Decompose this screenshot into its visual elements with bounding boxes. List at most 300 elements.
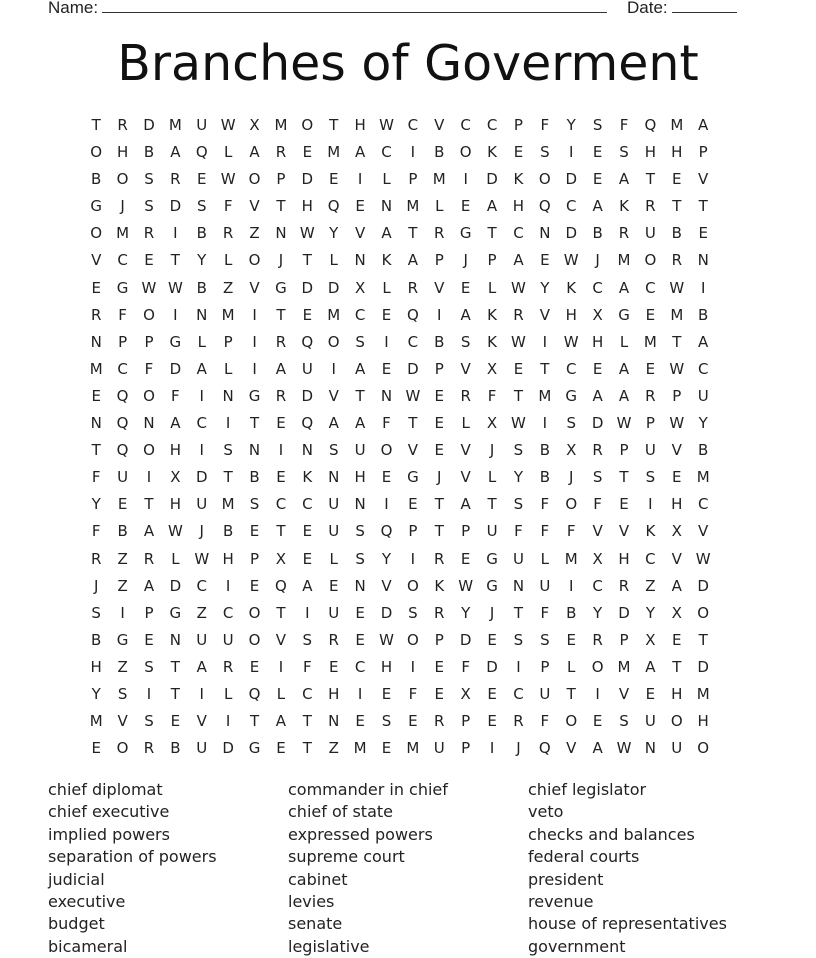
grid-letter: O (143, 386, 155, 405)
grid-letter: F (566, 522, 576, 541)
grid-letter: W (695, 549, 711, 568)
grid-letter: Q (275, 576, 287, 595)
grid-letter: A (592, 386, 603, 405)
grid-letter: K (381, 251, 392, 270)
grid-letter: V (671, 549, 682, 568)
grid-letter: D (486, 657, 498, 676)
grid-letter: L (567, 657, 576, 676)
grid-row (83, 356, 716, 383)
grid-letter: R (434, 712, 445, 731)
grid-letter: T (408, 224, 418, 243)
grid-letter: P (408, 170, 418, 189)
grid-letter: F (144, 359, 154, 378)
grid-letter: K (302, 468, 313, 487)
grid-letter: E (355, 712, 365, 731)
grid-letter: E (355, 197, 365, 216)
grid-letter: D (143, 116, 155, 134)
grid-letter: R (618, 224, 630, 243)
grid-letter: Q (116, 386, 129, 405)
grid-letter: Q (327, 197, 340, 216)
grid-letter: T (566, 684, 576, 703)
grid-letter: S (144, 170, 154, 189)
grid-letter: C (275, 495, 287, 514)
grid-letter: Y (91, 495, 101, 514)
grid-letter: D (565, 224, 577, 243)
grid-letter: I (252, 359, 257, 378)
grid-letter: D (327, 278, 340, 297)
grid-letter: V (354, 224, 366, 243)
grid-letter: G (565, 386, 578, 405)
grid-letter: Z (117, 576, 128, 595)
grid-letter: J (93, 576, 99, 595)
grid-letter: Q (538, 739, 551, 758)
grid-letter: B (566, 603, 577, 622)
grid-letter: T (540, 359, 550, 378)
date-field[interactable] (627, 0, 737, 18)
grid-letter: V (434, 278, 445, 297)
grid-letter: D (301, 386, 314, 405)
grid-letter: I (463, 170, 468, 189)
grid-letter: A (381, 224, 392, 243)
grid-letter: I (278, 441, 284, 460)
grid-letter: S (381, 712, 392, 731)
grid-letter: B (539, 441, 550, 460)
grid-letter: T (513, 386, 524, 405)
grid-letter: D (169, 197, 182, 216)
grid-letter: D (697, 657, 709, 676)
grid-letter: X (592, 549, 603, 568)
grid-letter: I (410, 143, 416, 162)
name-line[interactable] (102, 0, 607, 13)
grid-letter: U (354, 441, 366, 460)
grid-letter: N (354, 576, 366, 595)
grid-letter: R (275, 386, 287, 405)
grid-letter: E (592, 712, 603, 731)
grid-letter: A (618, 278, 630, 297)
grid-letter: F (540, 522, 550, 541)
grid-letter: B (698, 305, 709, 324)
grid-letter: E (197, 170, 207, 189)
grid-letter: O (565, 712, 578, 731)
grid-letter: I (225, 414, 231, 433)
grid-letter: D (459, 630, 472, 649)
grid-letter: L (382, 278, 391, 297)
grid-letter: M (327, 143, 341, 162)
grid-letter: Y (329, 224, 339, 243)
grid-letter: G (248, 739, 261, 758)
word-list-item: separation of powers (48, 847, 217, 867)
grid-letter: E (381, 468, 392, 487)
word-list-item: government (528, 936, 626, 956)
grid-letter: H (169, 441, 181, 460)
grid-letter: A (302, 576, 313, 595)
grid-letter: D (407, 359, 419, 378)
grid-letter: M (617, 251, 631, 270)
grid-row (83, 112, 716, 139)
word-list-item: house of representatives (528, 914, 727, 934)
grid-letter: W (194, 549, 210, 568)
grid-letter: L (223, 684, 233, 703)
grid-letter: E (460, 549, 471, 568)
grid-letter: O (380, 441, 393, 460)
grid-letter: D (618, 603, 630, 622)
grid-letter: D (591, 414, 604, 433)
grid-letter: C (513, 224, 524, 243)
grid-row (83, 491, 716, 518)
grid-letter: E (672, 630, 682, 649)
grid-letter: S (144, 657, 154, 676)
grid-letter: C (407, 116, 419, 134)
grid-letter: U (301, 359, 313, 378)
grid-letter: Q (301, 414, 314, 433)
grid-letter: I (595, 684, 600, 703)
grid-letter: T (355, 386, 365, 405)
grid-letter: M (406, 739, 420, 758)
grid-letter: T (672, 657, 682, 676)
grid-letter: G (618, 305, 630, 324)
grid-letter: Q (116, 441, 129, 460)
grid-letter: T (302, 712, 312, 731)
grid-letter: C (117, 251, 128, 270)
grid-letter: Y (513, 468, 524, 487)
grid-letter: T (672, 197, 682, 216)
grid-letter: V (434, 116, 445, 134)
grid-letter: E (672, 170, 682, 189)
grid-letter: M (327, 305, 341, 324)
grid-letter: E (276, 414, 286, 433)
grid-letter: V (618, 522, 630, 541)
grid-letter: W (563, 332, 579, 351)
grid-letter: E (434, 414, 445, 433)
grid-letter: N (380, 386, 393, 405)
grid-letter: R (407, 278, 419, 297)
grid-letter: F (540, 603, 550, 622)
date-line[interactable] (672, 0, 737, 13)
grid-letter: P (698, 143, 708, 162)
grid-letter: V (460, 468, 471, 487)
grid-row (83, 220, 716, 247)
grid-letter: C (645, 549, 656, 568)
grid-letter: B (170, 739, 181, 758)
grid-letter: D (380, 603, 393, 622)
grid-letter: E (276, 739, 286, 758)
grid-letter: I (278, 657, 284, 676)
grid-letter: P (223, 332, 233, 351)
grid-letter: S (645, 468, 656, 487)
letter-grid (83, 112, 716, 762)
grid-letter: O (143, 441, 155, 460)
grid-letter: O (327, 332, 340, 351)
grid-letter: M (670, 116, 684, 134)
grid-letter: N (328, 712, 340, 731)
grid-letter: V (91, 251, 102, 270)
grid-letter: N (354, 251, 366, 270)
grid-letter: N (90, 414, 102, 433)
grid-row (83, 654, 716, 681)
grid-letter: R (618, 576, 630, 595)
grid-letter: R (117, 116, 128, 134)
grid-letter: W (405, 386, 421, 405)
grid-letter: I (542, 332, 548, 351)
word-list-item: judicial (48, 869, 105, 889)
grid-letter: L (487, 468, 497, 487)
grid-letter: V (460, 441, 471, 460)
grid-letter: L (487, 278, 497, 297)
grid-letter: R (434, 224, 445, 243)
grid-letter: Z (249, 224, 260, 243)
grid-letter: M (406, 197, 420, 216)
grid-letter: U (328, 522, 340, 541)
grid-letter: X (249, 116, 260, 134)
grid-letter: J (278, 251, 284, 270)
grid-letter: W (511, 278, 526, 297)
grid-letter: R (222, 224, 234, 243)
grid-letter: W (511, 332, 526, 351)
grid-letter: D (195, 468, 208, 487)
grid-letter: W (669, 414, 685, 433)
grid-letter: E (487, 630, 497, 649)
grid-letter: W (616, 739, 632, 758)
grid-letter: W (511, 414, 526, 433)
grid-letter: W (220, 170, 236, 189)
grid-letter: S (513, 630, 524, 649)
grid-letter: X (486, 359, 498, 378)
grid-letter: H (222, 549, 234, 568)
grid-letter: P (672, 386, 682, 405)
grid-letter: H (116, 143, 129, 162)
grid-letter: T (619, 468, 629, 487)
word-list-item: legislative (288, 936, 370, 956)
grid-letter: T (513, 603, 524, 622)
grid-letter: J (463, 251, 468, 270)
grid-letter: M (274, 116, 288, 134)
grid-row (83, 166, 716, 193)
grid-letter: U (196, 630, 208, 649)
grid-letter: I (700, 278, 706, 297)
grid-letter: T (302, 251, 312, 270)
grid-letter: R (645, 197, 656, 216)
grid-letter: I (569, 143, 574, 162)
grid-row (83, 193, 716, 220)
grid-letter: F (593, 495, 602, 514)
grid-letter: C (381, 143, 392, 162)
grid-letter: S (592, 116, 603, 134)
grid-letter: R (513, 305, 524, 324)
grid-letter: O (538, 170, 551, 189)
grid-letter: H (697, 712, 709, 731)
grid-letter: R (328, 630, 339, 649)
grid-letter: C (302, 684, 313, 703)
word-list-item: chief executive (48, 802, 170, 822)
grid-letter: X (486, 414, 498, 433)
grid-letter: R (434, 603, 445, 622)
grid-letter: S (302, 630, 313, 649)
grid-letter: K (619, 197, 629, 216)
grid-letter: H (671, 495, 683, 514)
word-list-item: chief diplomat (48, 780, 163, 799)
grid-letter: A (486, 197, 498, 216)
grid-letter: E (381, 359, 392, 378)
grid-letter: R (143, 224, 155, 243)
grid-letter: L (435, 197, 444, 216)
grid-letter: E (592, 143, 603, 162)
grid-letter: M (89, 359, 103, 378)
grid-letter: R (143, 739, 155, 758)
grid-letter: U (328, 495, 340, 514)
grid-letter: W (379, 630, 394, 649)
grid-letter: O (644, 251, 657, 270)
grid-letter: O (143, 305, 155, 324)
grid-letter: E (592, 170, 603, 189)
grid-letter: G (248, 386, 261, 405)
grid-letter: S (619, 143, 629, 162)
grid-letter: O (406, 630, 419, 649)
grid-letter: B (434, 332, 445, 351)
grid-letter: I (357, 170, 363, 189)
grid-letter: Q (195, 143, 208, 162)
grid-letter: S (196, 197, 207, 216)
grid-letter: R (222, 657, 234, 676)
grid-letter: E (117, 495, 128, 514)
grid-letter: R (671, 251, 682, 270)
grid-letter: A (170, 143, 181, 162)
grid-letter: V (407, 441, 419, 460)
word-list-item: cabinet (288, 869, 348, 889)
grid-letter: Q (116, 414, 129, 433)
grid-letter: H (671, 684, 683, 703)
grid-letter: T (170, 251, 180, 270)
grid-letter: W (167, 522, 183, 541)
grid-row (83, 383, 716, 410)
grid-letter: K (434, 576, 445, 595)
grid-letter: J (199, 522, 204, 541)
grid-letter: N (143, 414, 155, 433)
grid-letter: P (540, 657, 550, 676)
grid-row (83, 627, 716, 654)
grid-letter: C (645, 278, 656, 297)
grid-letter: V (671, 441, 682, 460)
grid-letter: W (669, 359, 685, 378)
grid-letter: T (170, 657, 180, 676)
word-list-item: chief legislator (528, 780, 647, 799)
grid-letter: D (301, 278, 314, 297)
grid-letter: J (489, 603, 495, 622)
grid-letter: H (354, 468, 366, 487)
grid-letter: L (329, 251, 338, 270)
grid-letter: H (354, 116, 366, 134)
grid-letter: L (276, 684, 286, 703)
grid-letter: S (540, 143, 550, 162)
grid-letter: O (116, 739, 129, 758)
grid-letter: E (460, 278, 471, 297)
grid-letter: B (249, 468, 260, 487)
grid-letter: F (91, 522, 101, 541)
name-field[interactable] (48, 0, 607, 18)
grid-letter: Z (117, 549, 128, 568)
grid-letter: F (171, 386, 180, 405)
grid-letter: C (486, 116, 498, 134)
word-list-item: expressed powers (288, 824, 433, 844)
grid-letter: S (355, 332, 365, 351)
grid-letter: N (169, 630, 181, 649)
grid-letter: S (328, 441, 339, 460)
grid-letter: A (143, 576, 155, 595)
grid-letter: O (248, 630, 261, 649)
grid-letter: U (539, 576, 551, 595)
grid-letter: I (384, 495, 389, 514)
grid-letter: U (196, 739, 208, 758)
grid-letter: X (566, 441, 577, 460)
grid-row (83, 735, 716, 762)
grid-letter: E (698, 224, 708, 243)
grid-letter: D (169, 576, 182, 595)
grid-letter: H (565, 305, 577, 324)
grid-letter: P (118, 332, 128, 351)
grid-letter: M (432, 170, 446, 189)
word-list-item: federal courts (528, 847, 640, 867)
grid-letter: Z (223, 278, 234, 297)
grid-letter: X (354, 278, 366, 297)
grid-row (83, 302, 716, 329)
grid-letter: M (696, 684, 710, 703)
grid-letter: Q (644, 116, 657, 134)
grid-letter: G (116, 630, 129, 649)
grid-row (83, 410, 716, 437)
grid-letter: V (698, 522, 709, 541)
puzzle-title: Branches of Goverment (117, 35, 699, 92)
grid-letter: N (301, 441, 313, 460)
grid-letter: G (486, 549, 498, 568)
grid-letter: W (141, 278, 157, 297)
grid-letter: T (91, 441, 101, 460)
grid-letter: A (170, 414, 181, 433)
grid-letter: C (354, 305, 366, 324)
grid-letter: D (697, 576, 709, 595)
grid-row (83, 573, 716, 600)
grid-letter: F (540, 495, 550, 514)
grid-letter: N (90, 332, 102, 351)
grid-letter: S (619, 712, 629, 731)
grid-letter: C (513, 684, 524, 703)
grid-letter: T (276, 603, 286, 622)
grid-letter: A (618, 170, 630, 189)
grid-letter: O (116, 170, 129, 189)
grid-letter: L (619, 332, 629, 351)
grid-letter: A (275, 712, 287, 731)
grid-letter: H (380, 657, 393, 676)
grid-letter: M (643, 332, 657, 351)
grid-letter: V (460, 359, 471, 378)
grid-letter: T (223, 468, 233, 487)
grid-letter: I (410, 657, 416, 676)
grid-letter: A (671, 576, 682, 595)
grid-letter: O (565, 495, 578, 514)
grid-letter: E (144, 251, 154, 270)
grid-letter: Y (540, 278, 550, 297)
grid-letter: R (275, 143, 287, 162)
grid-letter: R (275, 332, 287, 351)
grid-letter: H (328, 684, 340, 703)
grid-letter: W (167, 278, 183, 297)
grid-letter: A (460, 495, 471, 514)
grid-letter: Y (197, 251, 207, 270)
grid-letter: Y (461, 603, 471, 622)
grid-letter: I (252, 332, 257, 351)
grid-letter: S (513, 441, 524, 460)
grid-letter: Y (381, 549, 392, 568)
grid-letter: W (616, 414, 632, 433)
grid-letter: P (250, 549, 260, 568)
